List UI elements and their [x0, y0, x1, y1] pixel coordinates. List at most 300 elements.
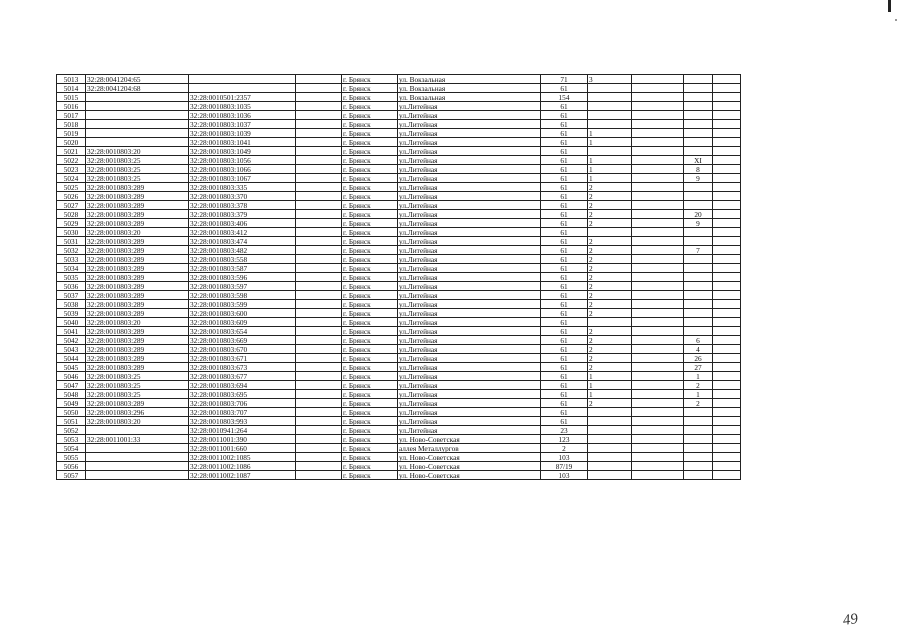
city-cell: г. Брянск	[342, 84, 398, 93]
blank-cell	[296, 327, 342, 336]
unit-cell	[684, 255, 713, 264]
street-cell: ул. Вокзальная	[398, 84, 541, 93]
building-cell: 1	[588, 156, 632, 165]
cadastral-number-cell: 32:28:0010803:379	[189, 210, 296, 219]
cadastral-number-cell: 32:28:0011002:1085	[189, 453, 296, 462]
building-cell	[588, 417, 632, 426]
record-number-cell: 5017	[57, 111, 86, 120]
extra-cell	[632, 354, 684, 363]
city-cell: г. Брянск	[342, 300, 398, 309]
city-cell: г. Брянск	[342, 336, 398, 345]
street-cell: ул.Литейная	[398, 237, 541, 246]
blank-cell	[713, 120, 741, 129]
table-row	[57, 201, 741, 210]
record-number-cell: 5041	[57, 327, 86, 336]
blank-cell	[713, 102, 741, 111]
city-cell: г. Брянск	[342, 453, 398, 462]
parent-cadastral-cell	[86, 462, 189, 471]
cadastral-number-cell: 32:28:0010803:378	[189, 201, 296, 210]
house-number-cell: 61	[541, 183, 588, 192]
street-cell: ул.Литейная	[398, 363, 541, 372]
blank-cell	[713, 147, 741, 156]
cadastral-number-cell: 32:28:0010803:673	[189, 363, 296, 372]
blank-cell	[296, 363, 342, 372]
building-cell: 1	[588, 372, 632, 381]
table-row	[57, 453, 741, 462]
cadastral-number-cell: 32:28:0010803:670	[189, 345, 296, 354]
blank-cell	[296, 111, 342, 120]
scan-dust-dot	[895, 19, 897, 21]
parent-cadastral-cell: 32:28:0010803:25	[86, 156, 189, 165]
unit-cell	[684, 183, 713, 192]
blank-cell	[713, 201, 741, 210]
table-row	[57, 228, 741, 237]
city-cell: г. Брянск	[342, 435, 398, 444]
cadastral-number-cell: 32:28:0010803:598	[189, 291, 296, 300]
parent-cadastral-cell: 32:28:0010803:289	[86, 264, 189, 273]
record-number-cell: 5022	[57, 156, 86, 165]
house-number-cell: 61	[541, 165, 588, 174]
house-number-cell: 61	[541, 309, 588, 318]
blank-cell	[713, 291, 741, 300]
record-number-cell: 5057	[57, 471, 86, 480]
blank-cell	[296, 192, 342, 201]
extra-cell	[632, 309, 684, 318]
table-row	[57, 471, 741, 480]
building-cell	[588, 111, 632, 120]
parent-cadastral-cell: 32:28:0010803:20	[86, 228, 189, 237]
street-cell: ул.Литейная	[398, 345, 541, 354]
extra-cell	[632, 75, 684, 84]
building-cell	[588, 408, 632, 417]
parent-cadastral-cell: 32:28:0010803:289	[86, 327, 189, 336]
house-number-cell: 61	[541, 201, 588, 210]
unit-cell	[684, 453, 713, 462]
extra-cell	[632, 147, 684, 156]
building-cell	[588, 471, 632, 480]
street-cell: ул.Литейная	[398, 174, 541, 183]
building-cell: 2	[588, 327, 632, 336]
record-number-cell: 5043	[57, 345, 86, 354]
unit-cell: 6	[684, 336, 713, 345]
city-cell: г. Брянск	[342, 444, 398, 453]
unit-cell	[684, 471, 713, 480]
cadastral-number-cell: 32:28:0010803:706	[189, 399, 296, 408]
table-row	[57, 318, 741, 327]
building-cell: 1	[588, 165, 632, 174]
blank-cell	[713, 336, 741, 345]
extra-cell	[632, 192, 684, 201]
table-row	[57, 309, 741, 318]
extra-cell	[632, 156, 684, 165]
street-cell: ул.Литейная	[398, 417, 541, 426]
parent-cadastral-cell	[86, 129, 189, 138]
building-cell	[588, 93, 632, 102]
record-number-cell: 5047	[57, 381, 86, 390]
building-cell: 2	[588, 192, 632, 201]
record-number-cell: 5048	[57, 390, 86, 399]
building-cell: 1	[588, 381, 632, 390]
parent-cadastral-cell: 32:28:0010803:289	[86, 399, 189, 408]
extra-cell	[632, 174, 684, 183]
extra-cell	[632, 345, 684, 354]
record-number-cell: 5037	[57, 291, 86, 300]
house-number-cell: 61	[541, 273, 588, 282]
blank-cell	[713, 219, 741, 228]
city-cell: г. Брянск	[342, 426, 398, 435]
table-row	[57, 444, 741, 453]
parent-cadastral-cell: 32:28:0010803:25	[86, 372, 189, 381]
parent-cadastral-cell: 32:28:0041204:68	[86, 84, 189, 93]
record-number-cell: 5054	[57, 444, 86, 453]
building-cell: 3	[588, 75, 632, 84]
unit-cell: 2	[684, 399, 713, 408]
unit-cell	[684, 237, 713, 246]
blank-cell	[296, 282, 342, 291]
unit-cell	[684, 273, 713, 282]
house-number-cell: 61	[541, 399, 588, 408]
extra-cell	[632, 138, 684, 147]
blank-cell	[296, 255, 342, 264]
record-number-cell: 5018	[57, 120, 86, 129]
parent-cadastral-cell: 32:28:0010803:296	[86, 408, 189, 417]
building-cell	[588, 453, 632, 462]
street-cell: ул.Литейная	[398, 426, 541, 435]
blank-cell	[713, 309, 741, 318]
extra-cell	[632, 318, 684, 327]
table-row	[57, 282, 741, 291]
extra-cell	[632, 84, 684, 93]
blank-cell	[296, 120, 342, 129]
building-cell	[588, 84, 632, 93]
building-cell	[588, 318, 632, 327]
city-cell: г. Брянск	[342, 399, 398, 408]
blank-cell	[713, 255, 741, 264]
cadastral-number-cell: 32:28:0011001:390	[189, 435, 296, 444]
building-cell: 2	[588, 201, 632, 210]
house-number-cell: 103	[541, 453, 588, 462]
cadastral-number-cell: 32:28:0010501:2357	[189, 93, 296, 102]
table-row	[57, 183, 741, 192]
cadastral-number-cell: 32:28:0010803:1067	[189, 174, 296, 183]
unit-cell	[684, 327, 713, 336]
parent-cadastral-cell: 32:28:0010803:289	[86, 219, 189, 228]
unit-cell	[684, 435, 713, 444]
unit-cell: 1	[684, 372, 713, 381]
blank-cell	[296, 246, 342, 255]
table-row	[57, 354, 741, 363]
house-number-cell: 61	[541, 390, 588, 399]
cadastral-number-cell: 32:28:0010803:1039	[189, 129, 296, 138]
city-cell: г. Брянск	[342, 309, 398, 318]
cadastral-number-cell: 32:28:0011002:1087	[189, 471, 296, 480]
registry-body	[57, 75, 741, 480]
record-number-cell: 5024	[57, 174, 86, 183]
extra-cell	[632, 462, 684, 471]
building-cell: 2	[588, 399, 632, 408]
street-cell: ул.Литейная	[398, 381, 541, 390]
table-row	[57, 417, 741, 426]
city-cell: г. Брянск	[342, 156, 398, 165]
extra-cell	[632, 102, 684, 111]
city-cell: г. Брянск	[342, 246, 398, 255]
unit-cell	[684, 462, 713, 471]
building-cell: 2	[588, 291, 632, 300]
cadastral-number-cell: 32:28:0010803:597	[189, 282, 296, 291]
extra-cell	[632, 408, 684, 417]
unit-cell: 26	[684, 354, 713, 363]
city-cell: г. Брянск	[342, 93, 398, 102]
house-number-cell: 103	[541, 471, 588, 480]
city-cell: г. Брянск	[342, 138, 398, 147]
unit-cell	[684, 111, 713, 120]
table-row	[57, 138, 741, 147]
blank-cell	[296, 471, 342, 480]
extra-cell	[632, 129, 684, 138]
blank-cell	[713, 192, 741, 201]
parent-cadastral-cell: 32:28:0010803:25	[86, 381, 189, 390]
table-row	[57, 291, 741, 300]
cadastral-number-cell: 32:28:0010803:406	[189, 219, 296, 228]
house-number-cell: 61	[541, 210, 588, 219]
city-cell: г. Брянск	[342, 192, 398, 201]
parent-cadastral-cell	[86, 93, 189, 102]
parent-cadastral-cell: 32:28:0011001:33	[86, 435, 189, 444]
house-number-cell: 61	[541, 237, 588, 246]
parent-cadastral-cell: 32:28:0010803:25	[86, 174, 189, 183]
city-cell: г. Брянск	[342, 354, 398, 363]
blank-cell	[296, 462, 342, 471]
table-row	[57, 165, 741, 174]
unit-cell	[684, 93, 713, 102]
blank-cell	[296, 300, 342, 309]
city-cell: г. Брянск	[342, 210, 398, 219]
record-number-cell: 5050	[57, 408, 86, 417]
house-number-cell: 61	[541, 363, 588, 372]
street-cell: ул. Ново-Советская	[398, 453, 541, 462]
record-number-cell: 5026	[57, 192, 86, 201]
blank-cell	[713, 138, 741, 147]
house-number-cell: 61	[541, 417, 588, 426]
cadastral-number-cell: 32:28:0010803:677	[189, 372, 296, 381]
house-number-cell: 61	[541, 255, 588, 264]
table-row	[57, 426, 741, 435]
blank-cell	[713, 462, 741, 471]
house-number-cell: 61	[541, 120, 588, 129]
city-cell: г. Брянск	[342, 381, 398, 390]
house-number-cell: 61	[541, 408, 588, 417]
cadastral-number-cell: 32:28:0011001:660	[189, 444, 296, 453]
building-cell	[588, 228, 632, 237]
table-row	[57, 147, 741, 156]
blank-cell	[713, 300, 741, 309]
extra-cell	[632, 471, 684, 480]
blank-cell	[296, 435, 342, 444]
unit-cell	[684, 417, 713, 426]
building-cell: 2	[588, 345, 632, 354]
parent-cadastral-cell: 32:28:0010803:289	[86, 273, 189, 282]
parent-cadastral-cell: 32:28:0010803:289	[86, 291, 189, 300]
record-number-cell: 5053	[57, 435, 86, 444]
extra-cell	[632, 390, 684, 399]
city-cell: г. Брянск	[342, 75, 398, 84]
cadastral-number-cell: 32:28:0010803:669	[189, 336, 296, 345]
parent-cadastral-cell	[86, 102, 189, 111]
blank-cell	[713, 156, 741, 165]
house-number-cell: 61	[541, 336, 588, 345]
unit-cell: XI	[684, 156, 713, 165]
cadastral-number-cell: 32:28:0010803:335	[189, 183, 296, 192]
building-cell: 2	[588, 354, 632, 363]
blank-cell	[713, 93, 741, 102]
street-cell: ул.Литейная	[398, 219, 541, 228]
extra-cell	[632, 444, 684, 453]
blank-cell	[713, 237, 741, 246]
street-cell: ул. Ново-Советская	[398, 462, 541, 471]
building-cell: 1	[588, 129, 632, 138]
unit-cell	[684, 426, 713, 435]
building-cell: 1	[588, 138, 632, 147]
city-cell: г. Брянск	[342, 255, 398, 264]
blank-cell	[713, 363, 741, 372]
extra-cell	[632, 399, 684, 408]
house-number-cell: 61	[541, 318, 588, 327]
record-number-cell: 5038	[57, 300, 86, 309]
unit-cell	[684, 300, 713, 309]
table-row	[57, 372, 741, 381]
blank-cell	[296, 147, 342, 156]
city-cell: г. Брянск	[342, 120, 398, 129]
parent-cadastral-cell: 32:28:0010803:289	[86, 336, 189, 345]
street-cell: ул.Литейная	[398, 129, 541, 138]
street-cell: ул. Вокзальная	[398, 93, 541, 102]
blank-cell	[296, 345, 342, 354]
blank-cell	[296, 453, 342, 462]
unit-cell: 2	[684, 381, 713, 390]
unit-cell	[684, 138, 713, 147]
record-number-cell: 5034	[57, 264, 86, 273]
cadastral-number-cell: 32:28:0010803:558	[189, 255, 296, 264]
building-cell: 1	[588, 174, 632, 183]
blank-cell	[713, 471, 741, 480]
blank-cell	[713, 417, 741, 426]
table-row	[57, 84, 741, 93]
parent-cadastral-cell: 32:28:0010803:289	[86, 237, 189, 246]
blank-cell	[296, 372, 342, 381]
parent-cadastral-cell: 32:28:0010803:289	[86, 363, 189, 372]
record-number-cell: 5045	[57, 363, 86, 372]
parent-cadastral-cell: 32:28:0010803:20	[86, 417, 189, 426]
street-cell: ул. Вокзальная	[398, 75, 541, 84]
street-cell: ул.Литейная	[398, 264, 541, 273]
street-cell: ул.Литейная	[398, 102, 541, 111]
street-cell: ул.Литейная	[398, 408, 541, 417]
blank-cell	[296, 183, 342, 192]
extra-cell	[632, 210, 684, 219]
blank-cell	[713, 129, 741, 138]
blank-cell	[713, 183, 741, 192]
record-number-cell: 5016	[57, 102, 86, 111]
house-number-cell: 23	[541, 426, 588, 435]
blank-cell	[296, 156, 342, 165]
unit-cell	[684, 408, 713, 417]
house-number-cell: 61	[541, 156, 588, 165]
house-number-cell: 61	[541, 282, 588, 291]
table-row	[57, 363, 741, 372]
street-cell: ул.Литейная	[398, 138, 541, 147]
street-cell: ул.Литейная	[398, 192, 541, 201]
street-cell: аллея Металлургов	[398, 444, 541, 453]
unit-cell	[684, 75, 713, 84]
parent-cadastral-cell	[86, 111, 189, 120]
blank-cell	[296, 291, 342, 300]
street-cell: ул.Литейная	[398, 300, 541, 309]
street-cell: ул. Ново-Советская	[398, 471, 541, 480]
blank-cell	[296, 336, 342, 345]
record-number-cell: 5023	[57, 165, 86, 174]
building-cell: 2	[588, 336, 632, 345]
cadastral-number-cell: 32:28:0010803:671	[189, 354, 296, 363]
street-cell: ул. Ново-Советская	[398, 435, 541, 444]
unit-cell: 1	[684, 390, 713, 399]
blank-cell	[296, 75, 342, 84]
street-cell: ул.Литейная	[398, 255, 541, 264]
cadastral-number-cell: 32:28:0010803:694	[189, 381, 296, 390]
extra-cell	[632, 183, 684, 192]
house-number-cell: 61	[541, 327, 588, 336]
cadastral-number-cell: 32:28:0010941:264	[189, 426, 296, 435]
blank-cell	[713, 273, 741, 282]
street-cell: ул.Литейная	[398, 156, 541, 165]
blank-cell	[296, 84, 342, 93]
record-number-cell: 5033	[57, 255, 86, 264]
blank-cell	[713, 345, 741, 354]
blank-cell	[296, 129, 342, 138]
unit-cell	[684, 291, 713, 300]
table-row	[57, 399, 741, 408]
extra-cell	[632, 453, 684, 462]
house-number-cell: 61	[541, 111, 588, 120]
house-number-cell: 61	[541, 354, 588, 363]
cadastral-number-cell: 32:28:0010803:370	[189, 192, 296, 201]
city-cell: г. Брянск	[342, 408, 398, 417]
table-row	[57, 462, 741, 471]
blank-cell	[713, 408, 741, 417]
blank-cell	[713, 453, 741, 462]
city-cell: г. Брянск	[342, 111, 398, 120]
record-number-cell: 5052	[57, 426, 86, 435]
record-number-cell: 5056	[57, 462, 86, 471]
house-number-cell: 61	[541, 228, 588, 237]
building-cell	[588, 426, 632, 435]
parent-cadastral-cell: 32:28:0010803:289	[86, 282, 189, 291]
city-cell: г. Брянск	[342, 390, 398, 399]
extra-cell	[632, 264, 684, 273]
unit-cell	[684, 102, 713, 111]
blank-cell	[713, 435, 741, 444]
building-cell: 2	[588, 219, 632, 228]
table-row	[57, 336, 741, 345]
record-number-cell: 5013	[57, 75, 86, 84]
record-number-cell: 5051	[57, 417, 86, 426]
table-row	[57, 192, 741, 201]
scan-edge-mark	[888, 0, 891, 12]
table-row	[57, 156, 741, 165]
parent-cadastral-cell: 32:28:0010803:25	[86, 390, 189, 399]
parent-cadastral-cell: 32:28:0010803:289	[86, 246, 189, 255]
cadastral-number-cell: 32:28:0010803:1056	[189, 156, 296, 165]
table-row	[57, 381, 741, 390]
